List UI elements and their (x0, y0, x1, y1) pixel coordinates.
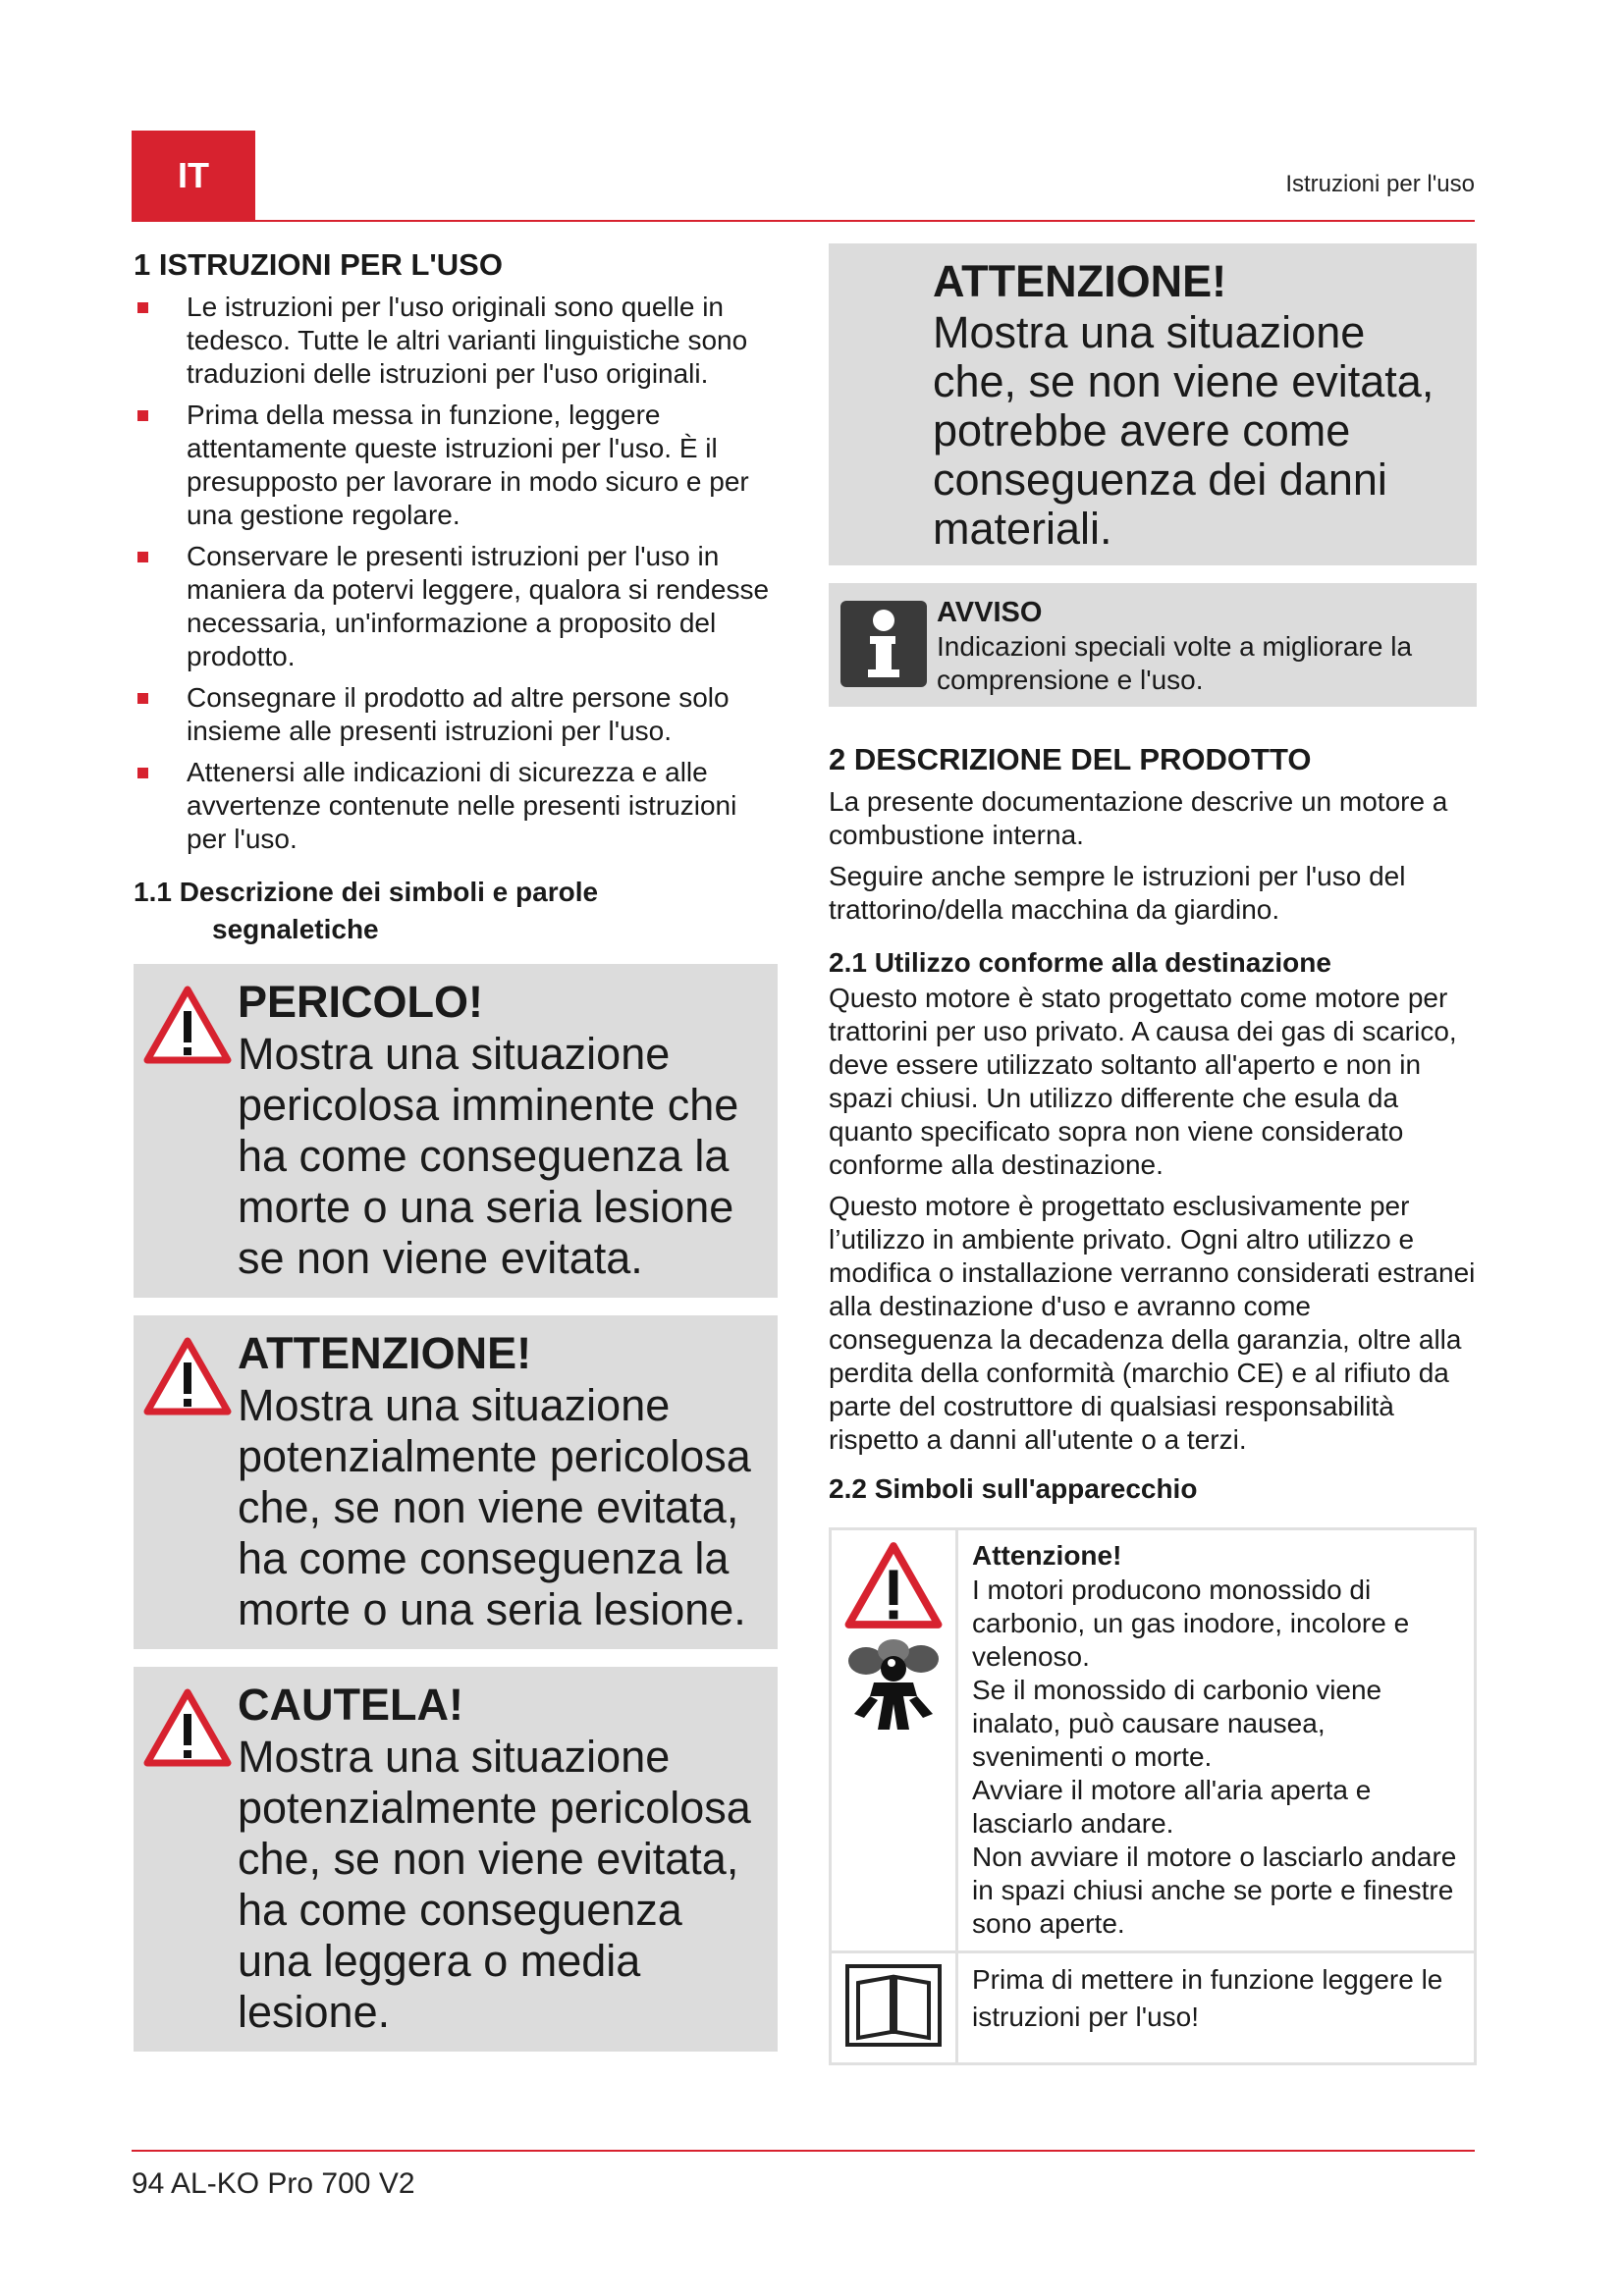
material-damage-box (829, 243, 1477, 565)
symbol-title: Attenzione! (972, 1539, 1122, 1571)
caution-title: CAUTELA! (238, 1679, 463, 1730)
section-2-1-paragraph: Questo motore è progettato esclusivamente per l’utilizzo in ambiente privato. Ogni altro utilizzo e modifica o installazione verranno considerati estranei alla destinazione d'uso e avranno come conseguenza la decadenza della garanzia, oltre alla perdita della conformità (marchio CE) e al rifiuto da parte del costruttore di qualsiasi responsabilità rispetto a danni all'utente o a terzi. (829, 1190, 1476, 1455)
info-icon (840, 601, 927, 687)
danger-text: Mostra una situazione pericolosa imminente che ha come conseguenza la morte o una seria lesione se non viene evitata. (238, 1028, 739, 1283)
warning-triangle-icon (143, 1337, 232, 1415)
symbol-line: Se il monossido di carbonio viene inalato, può causare nausea, svenimenti o morte. (972, 1674, 1382, 1772)
warning-box (134, 1315, 778, 1649)
bullet-square-icon (137, 410, 148, 421)
table-row (831, 1951, 1476, 2063)
material-damage-title: ATTENZIONE! (933, 256, 1227, 306)
bullet-square-icon (137, 302, 148, 313)
section-2-1-paragraph: Questo motore è stato progettato come motore per trattorini per uso privato. A causa dei gas di scarico, deve essere utilizzato soltanto all'aperto e non in spazi chiusi. Un utilizzo differente che esula da quanto specificato sopra non viene considerato conforme alla destinazione. (829, 982, 1457, 1180)
bullet-square-icon (137, 768, 148, 778)
symbol-line: Prima di mettere in funzione leggere le istruzioni per l'uso! (972, 1963, 1443, 2032)
bullet-item: Le istruzioni per l'uso originali sono quelle in tedesco. Tutte le altri varianti linguistiche sono traduzioni delle istruzioni per l'uso originali. (134, 291, 778, 391)
caution-box (134, 1667, 778, 2052)
warning-triangle-icon (143, 986, 232, 1064)
symbol-icon-cell (831, 1528, 957, 1951)
symbol-text-cell (957, 1951, 1476, 2063)
bullet-item: Attenersi alle indicazioni di sicurezza e alle avvertenze contenute nelle presenti istruzioni per l'uso. (134, 756, 778, 856)
bullet-item: Consegnare il prodotto ad altre persone solo insieme alle presenti istruzioni per l'uso. (134, 681, 778, 748)
notice-title: AVVISO (937, 597, 1043, 628)
running-title: Istruzioni per l'uso (1285, 171, 1475, 197)
section-1-1-heading: 1.1 Descrizione dei simboli e parole segnaletiche (134, 876, 599, 944)
symbol-text-cell (957, 1528, 1476, 1951)
warning-text: Mostra una situazione potenzialmente pericolosa che, se non viene evitata, ha come conseguenza la morte o una seria lesione. (238, 1379, 751, 1634)
section-2-2-heading: 2.2 Simboli sull'apparecchio (829, 1472, 1198, 1504)
section-2-paragraph: La presente documentazione descrive un motore a combustione interna. (829, 785, 1448, 850)
section-1-heading: 1 ISTRUZIONI PER L'USO (134, 247, 503, 282)
header-rule (132, 220, 1475, 222)
right-column (829, 243, 1477, 2065)
bullet-square-icon (137, 693, 148, 704)
warning-triangle-icon (844, 1540, 943, 1630)
section-2-paragraph: Seguire anche sempre le istruzioni per l'uso del trattorino/della macchina da giardino. (829, 860, 1406, 925)
symbol-line: I motori producono monossido di carbonio, un gas inodore, incolore e velenoso. (972, 1574, 1410, 1672)
bullet-item: Conservare le presenti istruzioni per l'uso in maniera da potervi leggere, qualora si rendesse necessaria, un'informazione a proposito del prodotto. (134, 540, 778, 673)
section-1-bullets (134, 291, 778, 856)
symbol-line: Non avviare il motore o lasciarlo andare in spazi chiusi anche se porte e finestre sono aperte. (972, 1841, 1457, 1939)
caution-text: Mostra una situazione potenzialmente pericolosa che, se non viene evitata, ha come conseguenza una leggera o media lesione. (238, 1731, 751, 2037)
warning-triangle-icon (143, 1688, 232, 1767)
bullet-item: Prima della messa in funzione, leggere attentamente queste istruzioni per l'uso. È il presupposto per lavorare in modo sicuro e per una gestione regolare. (134, 399, 778, 532)
footer-rule (132, 2150, 1475, 2152)
language-tab: IT (132, 131, 255, 221)
manual-book-icon (844, 1963, 943, 2048)
danger-title: PERICOLO! (238, 976, 484, 1027)
page-footer: 94 AL-KO Pro 700 V2 (132, 2167, 415, 2200)
toxic-gas-icon (844, 1635, 943, 1734)
danger-box (134, 964, 778, 1298)
device-symbols-table (829, 1527, 1477, 2065)
section-2-1-heading: 2.1 Utilizzo conforme alla destinazione (829, 946, 1331, 978)
material-damage-text: Mostra una situazione che, se non viene evitata, potrebbe avere come conseguenza dei danni materiali. (933, 307, 1435, 554)
section-2-heading: 2 DESCRIZIONE DEL PRODOTTO (829, 742, 1312, 776)
symbol-icon-cell (831, 1951, 957, 2063)
notice-text: Indicazioni speciali volte a migliorare la comprensione e l'uso. (937, 631, 1413, 695)
bullet-square-icon (137, 552, 148, 562)
symbol-line: Avviare il motore all'aria aperta e lasciarlo andare. (972, 1774, 1372, 1839)
left-column (134, 247, 778, 2069)
notice-box (829, 583, 1477, 707)
warning-title: ATTENZIONE! (238, 1327, 532, 1378)
table-row (831, 1528, 1476, 1951)
